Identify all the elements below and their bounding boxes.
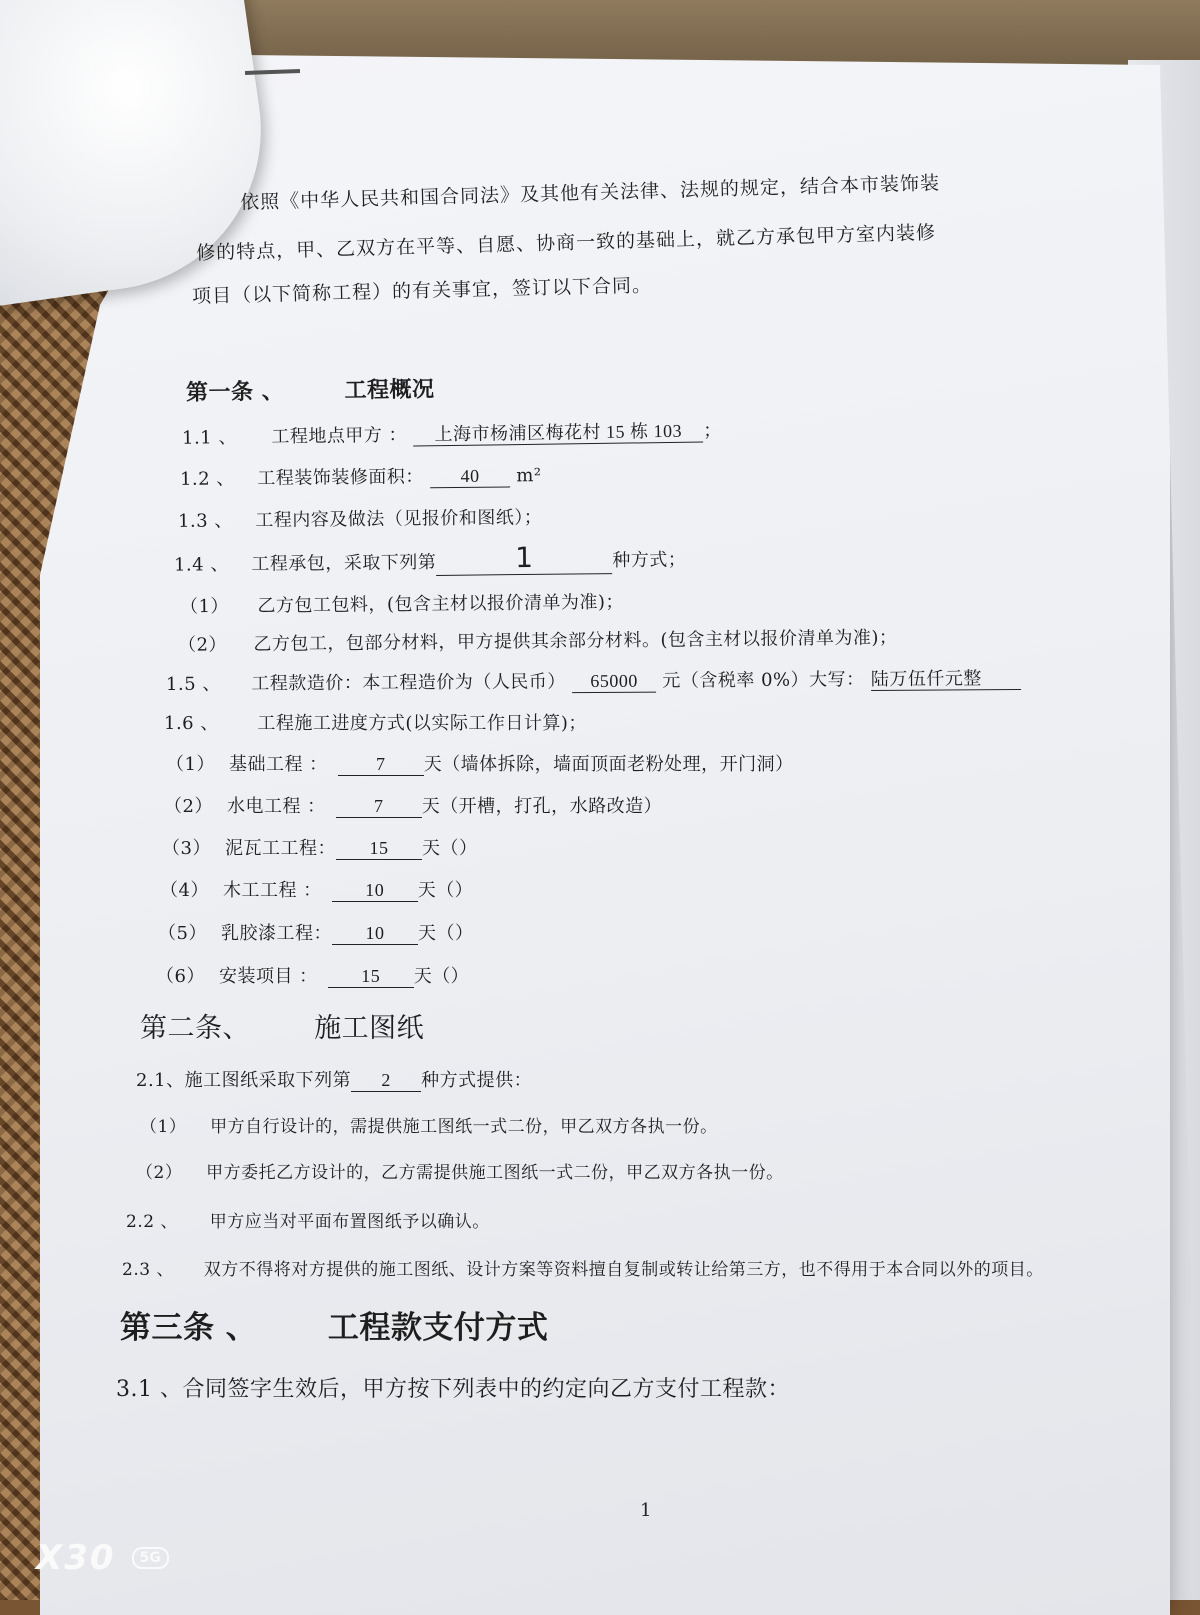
- drawing-option-2: [136, 1158, 784, 1183]
- clause-number: 1.6 、: [164, 713, 219, 734]
- drawing-mode-label: 2.1、施工图纸采取下列第: [136, 1070, 352, 1091]
- days-value: 10: [332, 924, 418, 945]
- days-value: 15: [328, 967, 414, 988]
- clause-1-6: [164, 709, 587, 735]
- article-2-number: 第二条、: [140, 1013, 250, 1044]
- clause-text: 双方不得将对方提供的施工图纸、设计方案等资料擅自复制或转让给第三方，也不得用于本合同以外的项目。: [203, 1260, 1044, 1280]
- article-1-title: 工程概况: [344, 377, 435, 404]
- clause-1-3: [178, 503, 543, 533]
- work-note: （墙体拆除，墙面顶面老粉处理，开门洞）: [442, 754, 794, 775]
- clause-1-2: [180, 461, 542, 491]
- clause-number: 2.3 、: [122, 1260, 174, 1280]
- work-item: 安装项目 ：: [218, 966, 318, 987]
- option-number: （1）: [179, 595, 230, 618]
- camera-brand: X30: [36, 1538, 116, 1578]
- option-text: 甲方委托乙方设计的，乙方需提供施工图纸一式二份，甲乙双方各执一份。: [206, 1163, 784, 1183]
- days-value: 7: [336, 797, 422, 818]
- article-3-number: 第三条 、: [120, 1310, 258, 1346]
- price-tax-label: 元（含税率 0%）大写：: [662, 669, 865, 692]
- row-number: （6）: [156, 966, 205, 987]
- site-address-value: 上海市杨浦区梅花村 15 栋 103: [413, 421, 703, 446]
- schedule-row: [158, 919, 473, 945]
- clause-text: 甲方应当对平面布置图纸予以确认。: [209, 1212, 490, 1232]
- clause-number: 1.5 、: [165, 673, 221, 695]
- work-item: 木工工程 ：: [222, 880, 322, 901]
- days-unit: 天: [423, 754, 443, 775]
- days-unit: 天: [417, 880, 437, 901]
- clause-3-1: 3.1 、合同签字生效后，甲方按下列表中的约定向乙方支付工程款：: [116, 1377, 790, 1402]
- work-note: （）: [432, 966, 470, 987]
- clause-end: 种方式；: [612, 549, 687, 572]
- row-number: （3）: [162, 838, 211, 859]
- work-note: （）: [440, 838, 478, 859]
- row-number: （2）: [164, 796, 213, 817]
- article-1-number: 第一条 、: [185, 379, 285, 406]
- network-badge: 5G: [132, 1547, 169, 1569]
- work-note: （）: [436, 923, 474, 944]
- intro-line-3: 项目（以下简称工程）的有关事宜，签订以下合同。: [191, 274, 653, 308]
- clause-number: 2.2 、: [126, 1212, 178, 1232]
- article-3-heading: [120, 1302, 548, 1347]
- days-unit: 天: [413, 966, 433, 987]
- row-number: （4）: [160, 880, 209, 901]
- price-value: 65000: [572, 672, 656, 693]
- intro-line-2: 修的特点，甲、乙双方在平等、自愿、协商一致的基础上，就乙方承包甲方室内装修: [195, 221, 937, 265]
- clause-end: 种方式提供：: [421, 1070, 533, 1091]
- article-2-title: 施工图纸: [314, 1013, 425, 1044]
- schedule-row: [162, 834, 477, 860]
- area-value: 40: [430, 466, 510, 488]
- days-value: 10: [332, 881, 418, 902]
- clause-text: 工程内容及做法（见报价和图纸）；: [255, 507, 543, 532]
- days-unit: 天: [417, 923, 437, 944]
- clause-text: 工程施工进度方式(以实际工作日计算)；: [257, 713, 587, 734]
- area-label: 工程装饰装修面积：: [257, 466, 424, 490]
- clause-number: 1.1 、: [181, 427, 238, 449]
- option-text: 乙方包工，包部分材料，甲方提供其余部分材料。(包含主材以报价清单为准)；: [253, 627, 898, 655]
- option-number: （2）: [177, 634, 228, 656]
- article-3-title: 工程款支付方式: [327, 1310, 549, 1346]
- article-2-heading: [140, 1006, 424, 1045]
- work-item: 泥瓦工工程：: [224, 838, 336, 859]
- contract-mode-value: 1: [436, 542, 612, 576]
- work-note: （开槽，打孔，水路改造）: [440, 796, 663, 817]
- days-unit: 天: [421, 796, 441, 817]
- clause-end: ；: [703, 420, 722, 442]
- row-number: （1）: [166, 754, 215, 775]
- schedule-row: [164, 792, 662, 818]
- clause-1-4: [174, 541, 687, 578]
- drawing-option-1: [140, 1112, 718, 1137]
- clause-number: 1.4 、: [173, 554, 230, 576]
- site-label: 工程地点甲方 ：: [271, 424, 408, 448]
- days-value: 15: [336, 839, 422, 860]
- option-number: （2）: [136, 1163, 183, 1183]
- work-item: 水电工程 ：: [226, 796, 326, 817]
- option-number: （1）: [140, 1117, 187, 1137]
- clause-number: 1.3 、: [177, 510, 233, 532]
- clause-number: 1.2 、: [179, 468, 235, 490]
- mode-option-2: [178, 623, 898, 657]
- schedule-row: [156, 962, 469, 988]
- clause-2-3: [122, 1255, 1044, 1280]
- schedule-row: [166, 750, 794, 776]
- clause-1-5: [166, 664, 1021, 696]
- mode-option-1: [180, 588, 624, 619]
- price-label: 工程款造价：本工程造价为（人民币）: [251, 671, 566, 695]
- work-item: 乳胶漆工程：: [220, 923, 332, 944]
- clause-1-1: [182, 416, 722, 450]
- work-note: （）: [436, 880, 474, 901]
- clause-2-1: [136, 1066, 532, 1092]
- intro-line-1: 依照《中华人民共和国合同法》及其他有关法律、法规的规定，结合本市装饰装: [239, 172, 941, 214]
- days-value: 7: [338, 755, 424, 776]
- drawing-mode-value: 2: [351, 1071, 421, 1092]
- option-text: 甲方自行设计的，需提供施工图纸一式二份，甲乙双方各执一份。: [210, 1117, 718, 1137]
- article-1-heading: [186, 372, 435, 406]
- row-number: （5）: [158, 923, 207, 944]
- price-in-words: 陆万伍仟元整: [871, 669, 1021, 691]
- page-number: 1: [640, 1500, 652, 1521]
- camera-watermark: [36, 1538, 169, 1578]
- contract-mode-label: 工程承包，采取下列第: [251, 551, 437, 575]
- schedule-row: [160, 876, 473, 902]
- clause-2-2: [126, 1207, 490, 1232]
- days-unit: 天: [421, 838, 441, 859]
- work-item: 基础工程 ：: [228, 754, 328, 775]
- area-unit: m²: [516, 465, 542, 487]
- option-text: 乙方包工包料，(包含主材以报价清单为准)；: [257, 591, 625, 617]
